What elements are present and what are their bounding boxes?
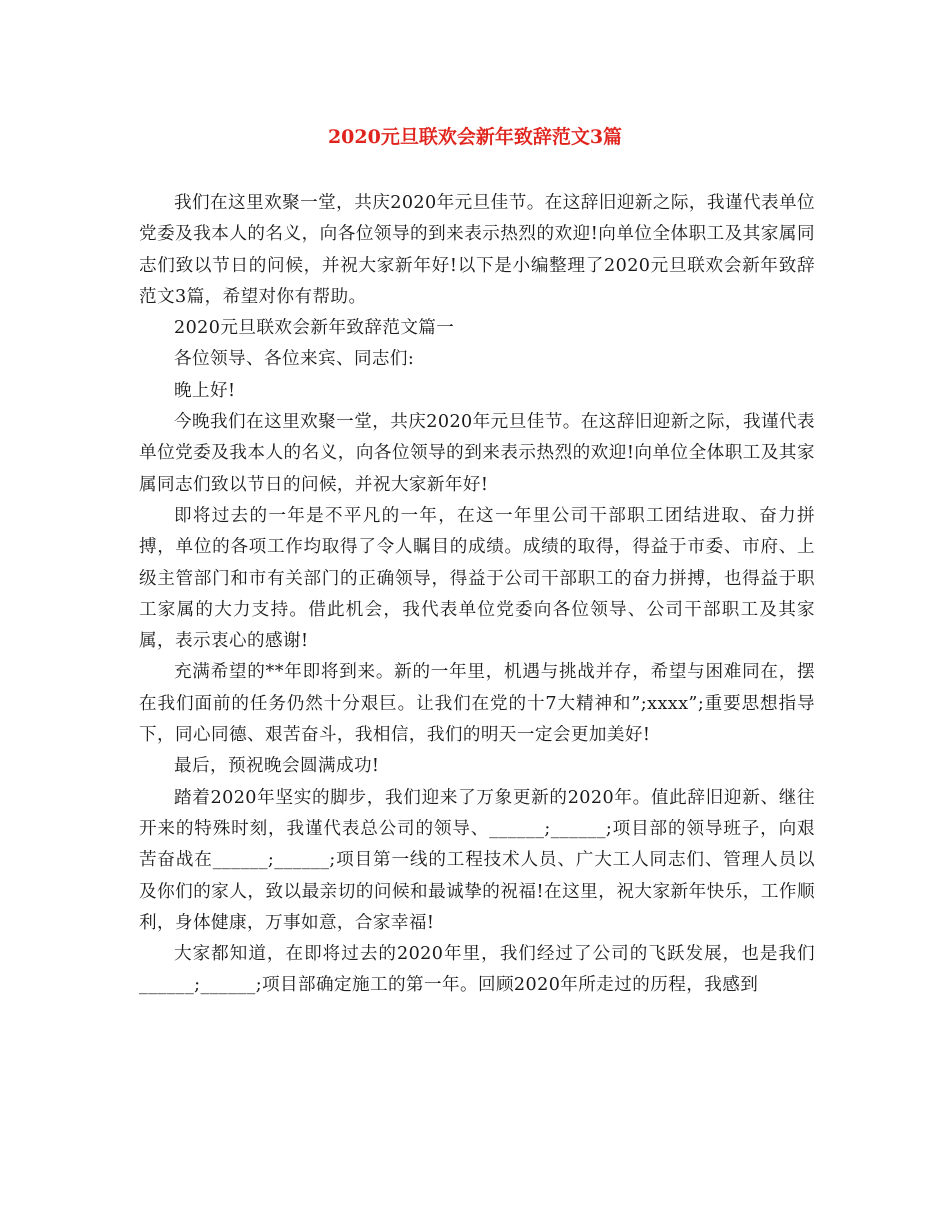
- document-body: [139, 188, 815, 1002]
- paragraph-outlook: 充满希望的**年即将到来。新的一年里，机遇与挑战并存，希望与困难同在，摆在我们面前的任务仍然十分艰巨。让我们在党的十7大精神和”;xxxx”;重要思想指导下，同心同德、艰苦奋斗，我相信，我们的明天一定会更加美好!: [139, 662, 815, 746]
- paragraph-achievements: 即将过去的一年是不平凡的一年，在这一年里公司干部职工团结进取、奋力拼搏，单位的各项工作均取得了令人瞩目的成绩。成绩的取得，得益于市委、市府、上级主管部门和市有关部门的正确领导，得益于公司干部职工的奋力拼搏，也得益于职工家属的大力支持。借此机会，我代表单位党委向各位领导、公司干部职工及其家属，表示衷心的感谢!: [139, 505, 815, 652]
- paragraph-closing-wish: 最后，预祝晚会圆满成功!: [174, 756, 380, 777]
- document-title: 2020元旦联欢会新年致辞范文3篇: [327, 126, 623, 148]
- paragraph-intro: 我们在这里欢聚一堂，共庆2020年元旦佳节。在这辞旧迎新之际，我谨代表单位党委及我本人的名义，向各位领导的到来表示热烈的欢迎!向单位全体职工及其家属同志们致以节日的问候，并祝大家新年好!以下是小编整理了2020元旦联欢会新年致辞范文3篇，希望对你有帮助。: [139, 193, 815, 307]
- paragraph-new-year-greeting: 踏着2020年坚实的脚步，我们迎来了万象更新的2020年。值此辞旧迎新、继往开来的特殊时刻，我谨代表总公司的领导、______;______;项目部的领导班子，向艰苦奋战在______;______;项目第一线的工程技术人员、广大工人同志们、管理人员以及你们的家人，致以最亲切的问候和最诚挚的祝福!在这里，祝大家新年快乐，工作顺利，身体健康，万事如意，合家幸福!: [139, 787, 815, 933]
- paragraph-review: 大家都知道，在即将过去的2020年里，我们经过了公司的飞跃发展，也是我们______;______;项目部确定施工的第一年。回顾2020年所走过的历程，我感到: [139, 944, 815, 996]
- paragraph-welcome: 今晚我们在这里欢聚一堂，共庆2020年元旦佳节。在这辞旧迎新之际，我谨代表单位党委及我本人的名义，向各位领导的到来表示热烈的欢迎!向单位全体职工及其家属同志们致以节日的问候，并祝大家新年好!: [139, 412, 815, 495]
- paragraph-section-heading: 2020元旦联欢会新年致辞范文篇一: [174, 318, 455, 339]
- paragraph-greeting: 晚上好!: [174, 380, 236, 401]
- paragraph-salutation: 各位领导、各位来宾、同志们:: [174, 349, 415, 370]
